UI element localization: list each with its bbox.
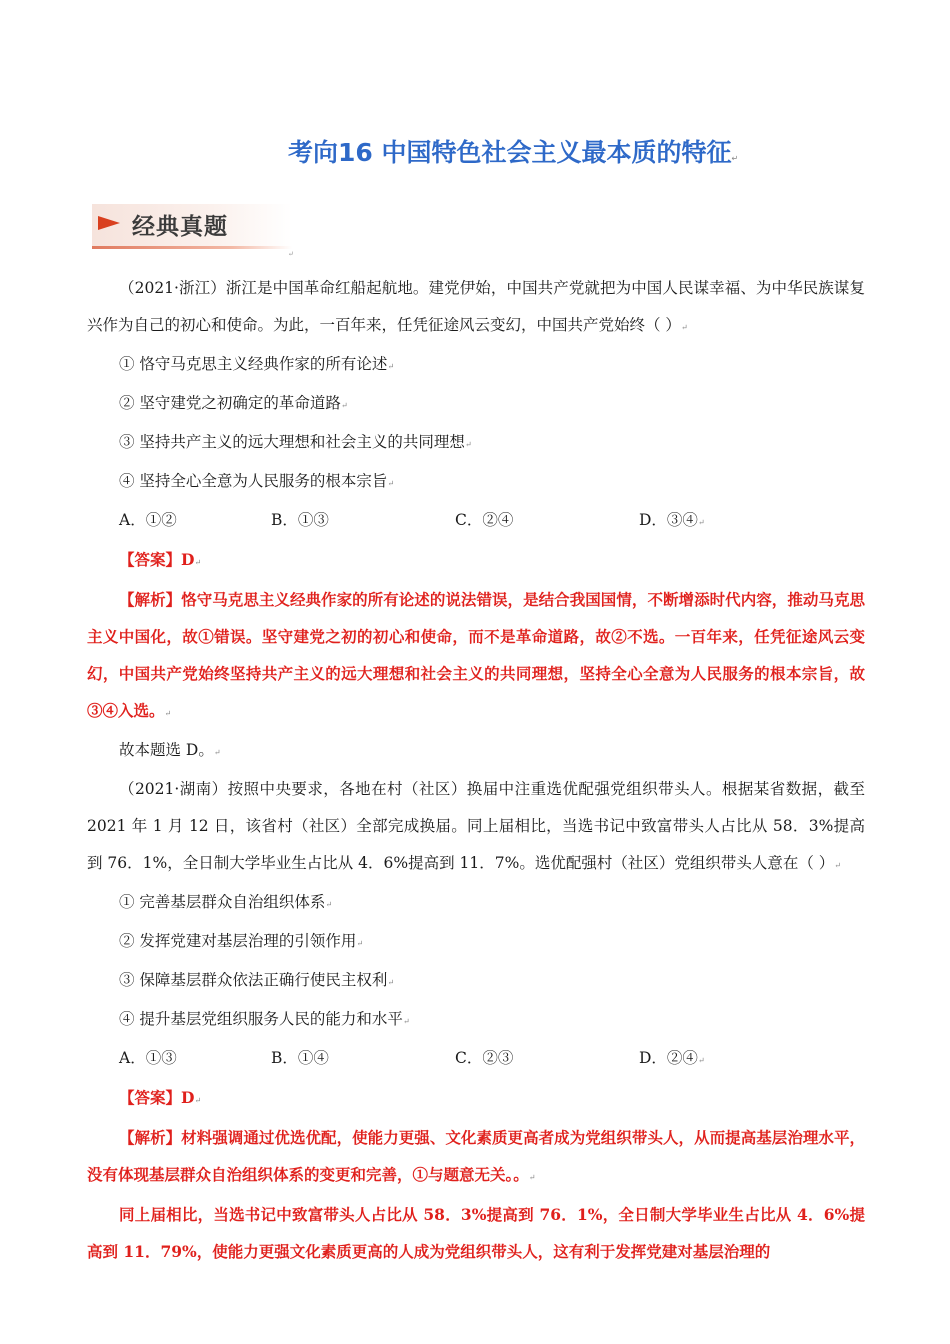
question-1-choices [87, 502, 865, 541]
question-1-option-3: ③ 坚持共产主义的远大理想和社会主义的共同理想↵ [119, 433, 472, 451]
question-1-option-2: ② 坚守建党之初确定的革命道路↵ [119, 394, 348, 412]
section-heading: 经典真题 [132, 214, 228, 240]
question-1-option-1: ① 恪守马克思主义经典作家的所有论述↵ [119, 355, 395, 373]
page-title: 考向16 中国特色社会主义最本质的特征↵ [288, 138, 739, 167]
choice-c: C．②④ [455, 511, 514, 529]
question-2-option-1: ① 完善基层群众自治组织体系↵ [119, 893, 333, 911]
question-2-choices [87, 1040, 865, 1079]
question-2-analysis: 【解析】材料强调通过优选优配，使能力更强、文化素质更高者成为党组织带头人，从而提高基层治理水平，没有体现基层群众自治组织体系的变更和完善，①与题意无关。。↵ [87, 1128, 865, 1184]
choice-d: D．③④↵ [639, 511, 705, 529]
question-2-stem: （2021·湖南）按照中央要求，各地在村（社区）换届中注重选优配强党组织带头人。根据某省数据，截至 2021 年 1 月 12 日，该省村（社区）全部完成换届。同上届相比，当选书记中致富带头人占比从 58．3%提高到 76．1%，全日制大学毕业生占比从 4．6%提高到 11．7%。选优配强村（社区）党组织带头人意在（ ）↵ [87, 780, 865, 872]
question-2-option-2: ② 发挥党建对基层治理的引领作用↵ [119, 932, 364, 950]
question-1-stem: （2021·浙江）浙江是中国革命红船起航地。建党伊始，中国共产党就把为中国人民谋幸福、为中华民族谋复兴作为自己的初心和使命。为此，一百年来，任凭征途风云变幻，中国共产党始终（ ）↵ [87, 279, 865, 334]
question-2-analysis-continued: 同上届相比，当选书记中致富带头人占比从 58．3%提高到 76．1%，全日制大学毕业生占比从 4．6%提高到 11．79%，使能力更强文化素质更高的人成为党组织带头人，这有利于发挥党建对基层治理的 [87, 1205, 865, 1261]
question-2-option-4: ④ 提升基层党组织服务人民的能力和水平↵ [119, 1010, 410, 1028]
section-banner-underline [92, 246, 292, 249]
choice-a: A．①③ [119, 1049, 177, 1067]
choice-b: B．①④ [271, 1049, 329, 1067]
question-2-answer: 【答案】D↵ [119, 1088, 202, 1107]
arrow-icon [98, 216, 120, 230]
choice-a: A．①② [119, 511, 177, 529]
question-1-conclusion: 故本题选 D。↵ [119, 741, 221, 759]
choice-d: D．②④↵ [639, 1049, 705, 1067]
question-1-analysis: 【解析】恪守马克思主义经典作家的所有论述的说法错误，是结合我国国情，不断增添时代内容，推动马克思主义中国化，故①错误。坚守建党之初的初心和使命，而不是革命道路，故②不选。一百年来，任凭征途风云变幻，中国共产党始终坚持共产主义的远大理想和社会主义的共同理想，坚持全心全意为人民服务的根本宗旨，故③④入选。↵ [87, 590, 865, 720]
choice-c: C．②③ [455, 1049, 514, 1067]
question-1-option-4: ④ 坚持全心全意为人民服务的根本宗旨↵ [119, 472, 395, 490]
question-2-option-3: ③ 保障基层群众依法正确行使民主权利↵ [119, 971, 395, 989]
question-1-answer: 【答案】D↵ [119, 550, 202, 569]
paragraph-mark: ↵ [288, 250, 294, 258]
choice-b: B．①③ [271, 511, 329, 529]
document-body [87, 270, 865, 1270]
